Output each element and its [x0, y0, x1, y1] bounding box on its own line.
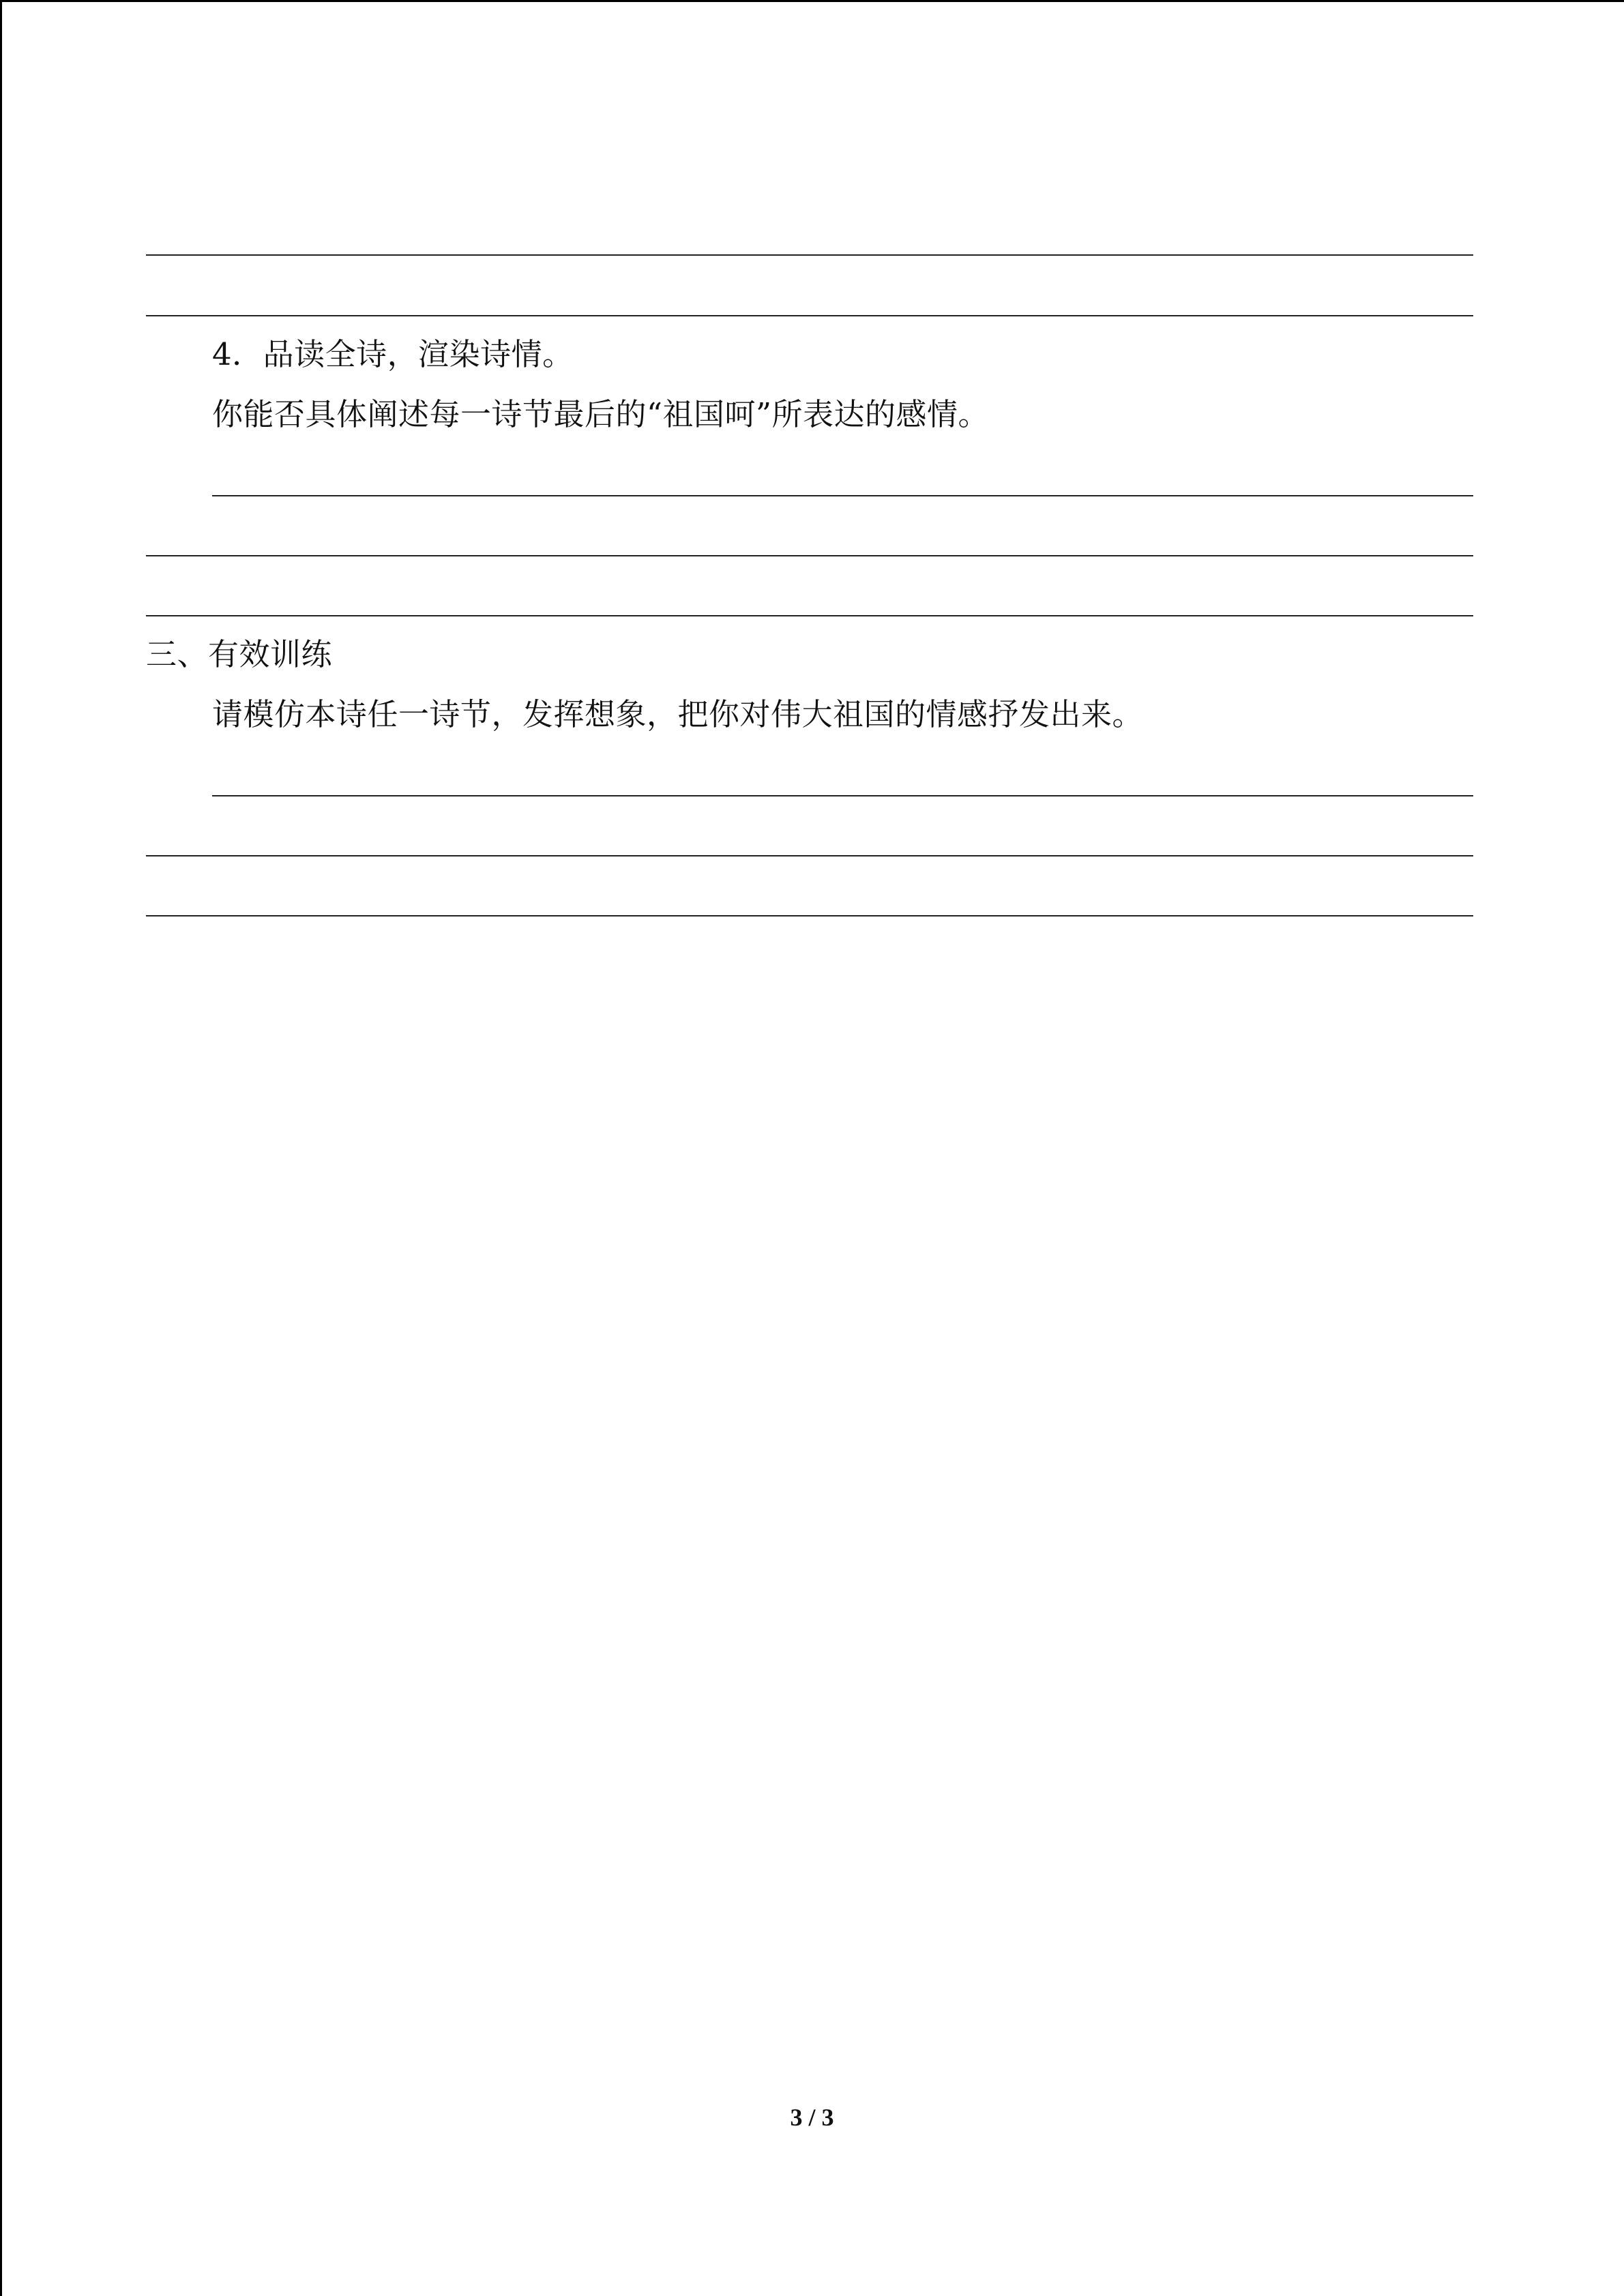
answer-line[interactable] [146, 855, 1473, 856]
page-border-top [0, 0, 1624, 2]
answer-line[interactable] [146, 555, 1473, 556]
section-3-prompt: 请模仿本诗任一诗节，发挥想象，把你对伟大祖国的情感抒发出来。 [212, 696, 1144, 732]
question-4-heading: 4．品读全诗，渲染诗情。 [212, 336, 574, 372]
question-4-prompt: 你能否具体阐述每一诗节最后的“祖国呵”所表达的感情。 [212, 396, 990, 432]
answer-line[interactable] [212, 495, 1473, 496]
answer-line[interactable] [212, 795, 1473, 796]
page-number: 3 / 3 [790, 2104, 834, 2131]
answer-line[interactable] [146, 915, 1473, 916]
answer-line[interactable] [146, 615, 1473, 616]
answer-line[interactable] [146, 315, 1473, 316]
page-border-left [0, 0, 2, 2296]
answer-line[interactable] [146, 254, 1473, 256]
section-3-heading: 三、有效训练 [146, 636, 333, 672]
